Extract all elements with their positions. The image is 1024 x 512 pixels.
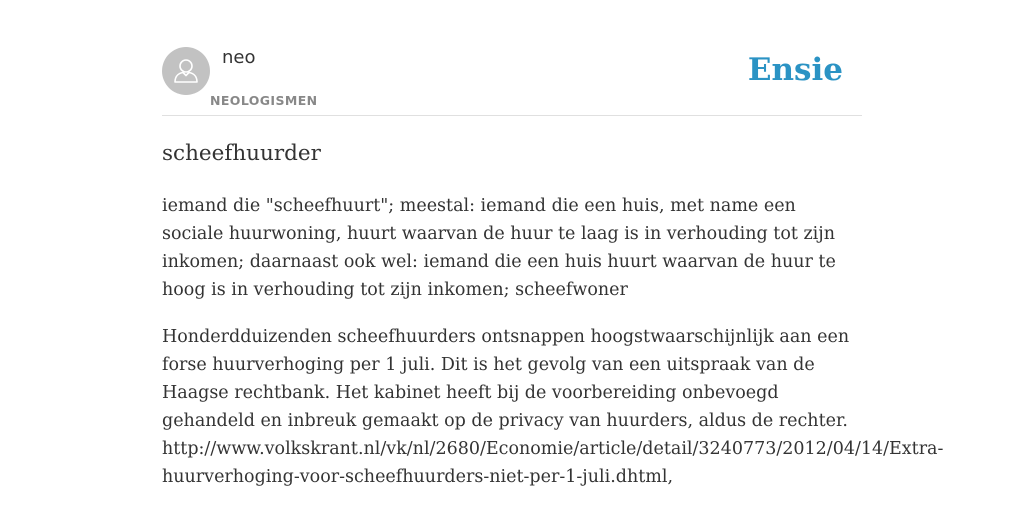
entry-definition: iemand die "scheefhuurt"; meestal: iemand die een huis, met name een sociale huurwoning, huurt waarvan de huur te laag is in verhouding tot zijn inkomen; daarnaast ook wel: iemand die een huis huurt waarvan de huur te hoog is in verhouding tot zijn inkomen; scheefwoner (162, 196, 836, 300)
example-url-line-2: huurverhoging-voor-scheefhuurders-niet-per-1-juli.dhtml, (162, 467, 674, 487)
category-label[interactable]: NEOLOGISMEN (210, 93, 318, 108)
header-divider (162, 115, 862, 116)
example-text: Honderdduizenden scheefhuurders ontsnappen hoogstwaarschijnlijk aan een forse huurverhoging per 1 juli. Dit is het gevolg van een uitspraak van de Haagse rechtbank. Het kabinet heeft bij de voorbereiding onbevoegd gehandeld en inbreuk gemaakt op de privacy van huurders, aldus de rechter. (162, 327, 850, 431)
entry-term: scheefhuurder (162, 141, 321, 166)
author-name[interactable]: neo (222, 47, 256, 68)
brand-logo[interactable]: Ensie (747, 52, 843, 88)
entry-example (162, 323, 944, 491)
avatar[interactable] (162, 47, 210, 95)
user-silhouette-icon (162, 47, 210, 95)
example-url-line-1: http://www.volkskrant.nl/vk/nl/2680/Economie/article/detail/3240773/2012/04/14/Extra- (162, 439, 944, 459)
